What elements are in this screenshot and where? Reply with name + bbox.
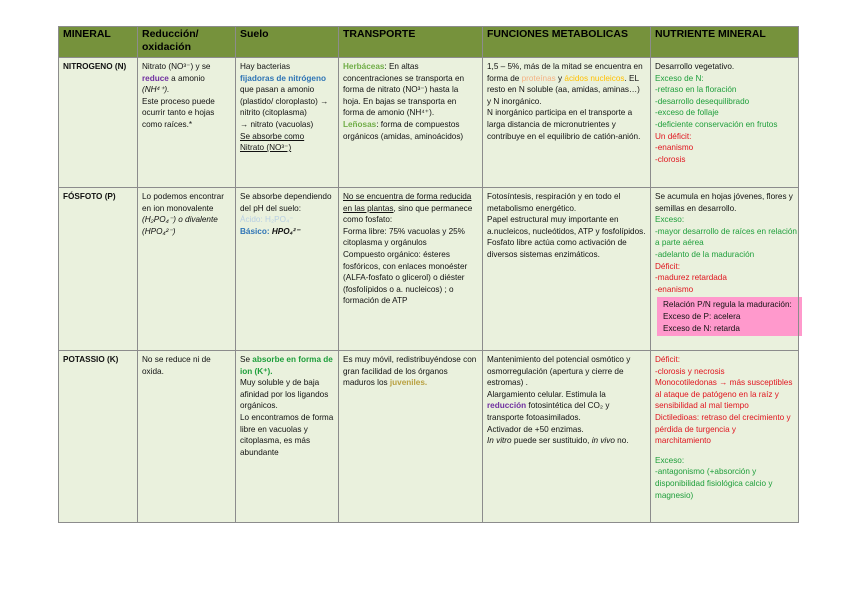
- spacer: [655, 447, 794, 455]
- text: Nitrato (NO³⁻): [240, 143, 292, 153]
- highlight-lenosas: Leñosas: [343, 119, 377, 129]
- header-transporte: TRANSPORTE: [339, 27, 483, 58]
- text: -adelanto de la maduración: [655, 249, 755, 259]
- text: Este proceso puede ocurrir tanto e hojas como raíces.*: [142, 96, 215, 129]
- text: No se encuentra de forma reducida en las plantas: [343, 192, 472, 213]
- text: Monocotiledonas → más susceptibles al ataque de patógeno en la raíz y sensibilidad al mal tiempo: [655, 378, 793, 411]
- text: [343, 191, 478, 226]
- text: Compuesto orgánico: ésteres fosfóricos, con enlaces monoéster (ALFA-fosfato o glicerol) o diéster (fosfolípidos o a. nucleicos) ; o formación de ATP: [343, 249, 468, 306]
- mineral-cell: POTASSIO (K): [59, 351, 138, 523]
- text: y: [555, 73, 565, 83]
- text: a amonio: [168, 73, 205, 83]
- nutriente-cell: [651, 58, 799, 188]
- text: [142, 73, 231, 85]
- text: Exceso de N: retarda: [663, 323, 740, 333]
- nutriente-cell: [651, 351, 799, 523]
- text: Mantenimiento del potencial osmótico y osmorregulación (apertura y cierre de estromas) .: [487, 355, 631, 388]
- text: -madurez retardada: [655, 273, 727, 283]
- text: : En altas concentraciones se transporta en forma de nitrato (NO³⁻) hasta la hoja. En bajas se transporta en forma de amonio (NH⁴⁺).: [343, 62, 465, 118]
- text: -clorosis y necrosis: [655, 366, 725, 376]
- table-row-fosforo: [59, 188, 799, 351]
- text: Papel estructural muy importante en a.nucleicos, nucleótidos, ATP y fosfolípidos.: [487, 215, 646, 236]
- reduccion-cell: [138, 351, 236, 523]
- text: : forma de compuestos orgánicos (amidas, aminoácidos): [343, 119, 464, 141]
- text: [240, 354, 334, 377]
- text: que pasan a amonio (plastido/ cloroplasto) →: [240, 85, 329, 106]
- funciones-cell: [483, 188, 651, 351]
- text: Es muy móvil, redistribuyéndose con gran facilidad de los órganos maduros los: [343, 355, 477, 388]
- text: -desarrollo desequilibrado: [655, 96, 750, 106]
- transporte-cell: [339, 58, 483, 188]
- text: Exceso:: [655, 455, 685, 465]
- text: in vivo: [591, 436, 615, 446]
- header-mineral: MINERAL: [59, 27, 138, 58]
- text: -deficiente conservación en frutos: [655, 119, 778, 129]
- formula: (NH⁴⁺).: [142, 85, 170, 95]
- formula: (HPO₄²⁻): [142, 226, 176, 236]
- text: -exceso de follaje: [655, 108, 719, 118]
- relation-box: [657, 297, 802, 336]
- header-suelo: Suelo: [236, 27, 339, 58]
- funciones-cell: [483, 351, 651, 523]
- text: -antagonismo (+absorción y disponibilidad fisiológica calcio y magnesio): [655, 467, 773, 500]
- text: Exceso de P: acelera: [663, 311, 741, 321]
- text: [343, 354, 478, 389]
- text: fotosintética del CO₂ y transporte fotoasimilados.: [487, 401, 610, 422]
- text: Ácido: H₂PO₄⁻: [240, 215, 294, 225]
- header-nutriente: NUTRIENTE MINERAL: [651, 27, 799, 58]
- text: -enanismo: [655, 143, 694, 153]
- mineral-cell: FÓSFOTO (P): [59, 188, 138, 351]
- text: puede ser sustituido,: [511, 436, 592, 446]
- highlight-proteinas: proteínas: [521, 73, 556, 83]
- text: Relación P/N regula la maduración:: [663, 300, 792, 310]
- text: . EL resto en N soluble (aa, amidas, aminas…) y N inorgánico.: [487, 73, 640, 106]
- text: [487, 389, 646, 424]
- text: [343, 119, 478, 142]
- text: Fotosíntesis, respiración y en todo el metabolismo energético.: [487, 192, 621, 213]
- highlight-acidos: ácidos nucleicos: [564, 73, 625, 83]
- table-row-potasio: [59, 351, 799, 523]
- table-row-nitrogeno: [59, 58, 799, 188]
- formula: HPO₄²⁻: [269, 226, 300, 236]
- highlight-fijadoras: fijadoras de nitrógeno: [240, 73, 326, 83]
- highlight-reduccion: reducción: [487, 401, 527, 411]
- highlight-absorbe: absorbe en forma de ion (K⁺).: [240, 355, 333, 376]
- text: Muy soluble y de baja afinidad por los ligandos orgánicos.: [240, 378, 329, 411]
- text: -clorosis: [655, 154, 686, 164]
- text: -mayor desarrollo de raíces en relación a parte aérea: [655, 226, 797, 248]
- text: 1,5 – 5%, más de la mitad se encuentra en forma de: [487, 62, 643, 83]
- text: Déficit:: [655, 355, 681, 364]
- suelo-cell: [236, 58, 339, 188]
- text: Déficit:: [655, 261, 681, 271]
- text: Se absorbe como: [240, 131, 305, 141]
- text: Lo encontramos de forma libre en vacuolas y citoplasma, es más abundante: [240, 412, 334, 457]
- text: nitrito (citoplasma): [240, 108, 307, 118]
- text: , sino que permanece como fosfato:: [343, 203, 473, 225]
- text: Fosfato libre actúa como activación de diversos sistemas enzimáticos.: [487, 238, 627, 259]
- highlight-herbaceas: Herbáceas: [343, 62, 385, 71]
- text: [487, 435, 646, 447]
- nutriente-cell: [651, 188, 799, 351]
- funciones-cell: [483, 58, 651, 188]
- highlight-reduce: reduce: [142, 73, 169, 83]
- text: Se absorbe dependiendo del pH del suelo:: [240, 192, 332, 213]
- text: [240, 73, 334, 108]
- highlight-juveniles: juveniles.: [389, 378, 428, 388]
- text: Nitrato (NO³⁻) y se: [142, 62, 211, 71]
- text: -retraso en la floración: [655, 85, 737, 95]
- minerals-table: [58, 26, 799, 523]
- suelo-cell: [236, 188, 339, 351]
- text: Lo podemos encontrar en ion monovalente: [142, 192, 224, 213]
- text: N inorgánico participa en el transporte a larga distancia de micronutrientes y contribuye en el equilibrio de catión-anión.: [487, 108, 641, 141]
- suelo-cell: [236, 351, 339, 523]
- text: Alargamiento celular. Estimula la: [487, 389, 606, 399]
- text: Hay bacterias: [240, 62, 291, 71]
- text: Forma libre: 75% vacuolas y 25% citoplasma y orgánulos: [343, 226, 465, 248]
- text: → nitrato (vacuolas): [240, 119, 314, 129]
- text: Se: [240, 355, 253, 364]
- text: [343, 61, 478, 119]
- mineral-cell: NITROGENO (N): [59, 58, 138, 188]
- text: In vitro: [487, 436, 512, 446]
- header-reduccion: Reducción/ oxidación: [138, 27, 236, 58]
- reduccion-cell: [138, 188, 236, 351]
- reduccion-cell: [138, 58, 236, 188]
- text: Se acumula en hojas jóvenes, flores y semillas en desarrollo.: [655, 192, 793, 213]
- text: -enanismo: [655, 284, 694, 294]
- header-row: [59, 27, 799, 58]
- text: [240, 226, 334, 238]
- text: No se reduce ni de oxida.: [142, 355, 211, 376]
- formula: (H₂PO₄⁻) o divalente: [142, 215, 218, 225]
- text: Dictiledioas: retraso del crecimiento y pérdida de turgencia y marchitamiento: [655, 412, 791, 446]
- transporte-cell: [339, 351, 483, 523]
- text: no.: [614, 436, 629, 446]
- text: Exceso:: [655, 215, 685, 225]
- text: Desarrollo vegetativo.: [655, 62, 735, 71]
- text: Un déficit:: [655, 131, 692, 141]
- text: Activador de +50 enzimas.: [487, 424, 584, 434]
- header-funciones: FUNCIONES METABOLICAS: [483, 27, 651, 58]
- text: [487, 61, 646, 107]
- transporte-cell: [339, 188, 483, 351]
- text: Exceso de N:: [655, 73, 704, 83]
- highlight-basico: Básico:: [240, 226, 270, 236]
